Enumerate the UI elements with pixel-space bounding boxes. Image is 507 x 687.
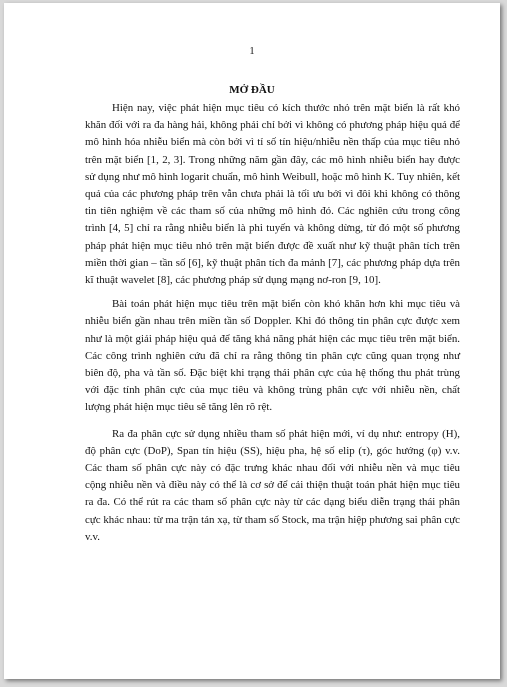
paragraph: Ra đa phân cực sử dụng nhiều tham số phát hiện mới, ví dụ như: entropy (H), độ phân cực (DoP), Span tín hiệu (SS), hiệu pha, hệ số elip (τ), góc hướng (φ) v.v. Các tham số phân cực này có đặc trưng khác nhau đối với nhiễu nền và mục tiêu cộng nhiễu nền và điều này có thể là cơ sở để cải thiện thuật toán phát hiện mục tiêu ra đa. Có thể rút ra các tham số phân cực này từ các dạng biểu diễn trạng thái phân cực khác nhau: từ ma trận tán xạ, từ tham số Stock, ma trận hiệp phương sai phân cực v.v. <box>85 427 460 543</box>
document-page <box>4 3 500 679</box>
section-heading: MỞ ĐẦU <box>229 84 275 96</box>
body-text <box>85 100 460 553</box>
page-number: 1 <box>249 46 255 57</box>
paragraph: Bài toán phát hiện mục tiêu trên mặt biển còn khó khăn hơn khi mục tiêu và nhiễu biển gần nhau trên miền tần số Doppler. Khi đó thông tin phân cực được xem như là một giải pháp hiệu quả để tăng khả năng phát hiện các mục tiêu trên mặt biển. Các công trình nghiên cứu đã chỉ ra rằng thông tin phân cực cũng quan trọng như biên độ, pha và tần số. Đặc biệt khi trạng thái phân cực của hệ thống thu phát trùng với đặc tính phân cực của mục tiêu và không trùng phân cực với nhiễu nền, chất lượng phát hiện mục tiêu sẽ tăng lên rõ rệt. <box>85 298 460 414</box>
paragraph: Hiện nay, việc phát hiện mục tiêu có kích thước nhỏ trên mặt biển là rất khó khăn đối với ra đa hàng hải, không phải chỉ bởi vì không có phương pháp hiệu quả để mô hình hóa nhiễu biển mà còn bởi vì tỉ số tín hiệu/nhiễu nền thấp của mục tiêu nhỏ trên mặt biển [1, 2, 3]. Trong những năm gần đây, các mô hình nhiễu biển hay được sử dụng như mô hình logarit chuẩn, mô hình Weibull, hoặc mô hình K. Tuy nhiên, kết quả của các phương pháp trên vẫn chưa phải là tối ưu bởi vì đôi khi không có thông tin tiên nghiệm về các tham số của những mô hình đó. Các nghiên cứu trong công trình [4, 5] chỉ ra rằng nhiễu biển là phi tuyến và không dừng, từ đó một số phương pháp phát hiện mục tiêu nhỏ trên mặt biển được đề xuất như kỹ thuật phân tích trên miền thời gian – tần số [6], kỹ thuật phân tích đa mảnh [7], các phương pháp dựa trên kĩ thuật wavelet [8], các phương pháp sử dụng mạng nơ-ron [9, 10]. <box>85 102 460 287</box>
